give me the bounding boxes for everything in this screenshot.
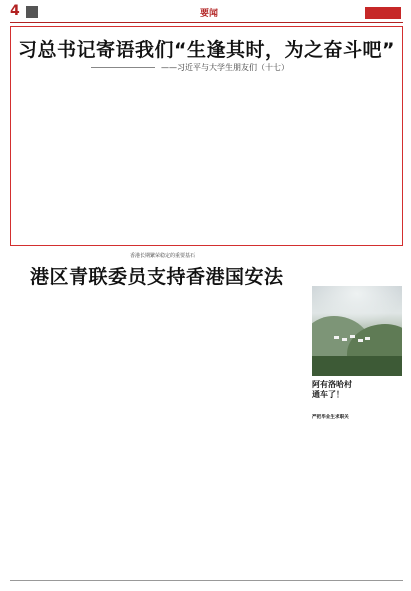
- column-text: [203, 73, 263, 241]
- column-text: [141, 73, 197, 241]
- feature-column: [79, 73, 135, 241]
- photo-village: [332, 334, 372, 344]
- feature-column: [141, 73, 197, 241]
- masthead-rule: [10, 22, 403, 23]
- feature-article[interactable]: [10, 26, 403, 246]
- article-column: [12, 304, 70, 576]
- article-column: [136, 334, 194, 576]
- feature-column: [17, 95, 73, 241]
- column-text: [269, 73, 331, 241]
- masthead-meta-line: [42, 14, 122, 18]
- photo-caption: [352, 381, 402, 407]
- section-title: 要闻: [200, 9, 219, 19]
- brief-news-column: [312, 422, 402, 576]
- column-text: [256, 298, 308, 576]
- subtitle-rule: [91, 67, 155, 68]
- page-footer: [10, 580, 403, 588]
- section-seal: [365, 7, 401, 19]
- article-kicker: 香港长期繁荣稳定的重要基石: [130, 253, 196, 259]
- article-column: [256, 298, 308, 576]
- feature-column: [337, 73, 397, 241]
- page-masthead: [10, 3, 403, 22]
- column-text: [337, 73, 397, 241]
- newspaper-logo: [26, 6, 38, 18]
- village-photo[interactable]: [312, 286, 402, 376]
- photo-news-title: 阿有洛哈村 通车了！: [312, 380, 352, 399]
- feature-column: [203, 73, 263, 241]
- feature-column: [269, 73, 331, 241]
- column-text: [74, 298, 132, 576]
- column-text: [12, 304, 70, 576]
- article-column: [198, 298, 252, 576]
- feature-subtitle: ——习近平与大学生朋友们（十七）: [161, 63, 289, 72]
- photo-slope: [312, 356, 402, 376]
- article-headline[interactable]: 港区青联委员支持香港国安法: [30, 266, 284, 288]
- column-text: [79, 73, 135, 241]
- article-column: [74, 298, 132, 576]
- feature-headline: 习总书记寄语我们“生逢其时，为之奋斗吧”: [18, 39, 395, 61]
- column-text: [136, 334, 194, 576]
- column-text: [312, 422, 402, 576]
- masthead-meta: [42, 6, 122, 18]
- column-text: [198, 298, 252, 576]
- page-number: 4: [10, 3, 20, 19]
- column-text: [17, 95, 73, 241]
- brief-news-title[interactable]: 严把毕业生求职关: [312, 415, 349, 420]
